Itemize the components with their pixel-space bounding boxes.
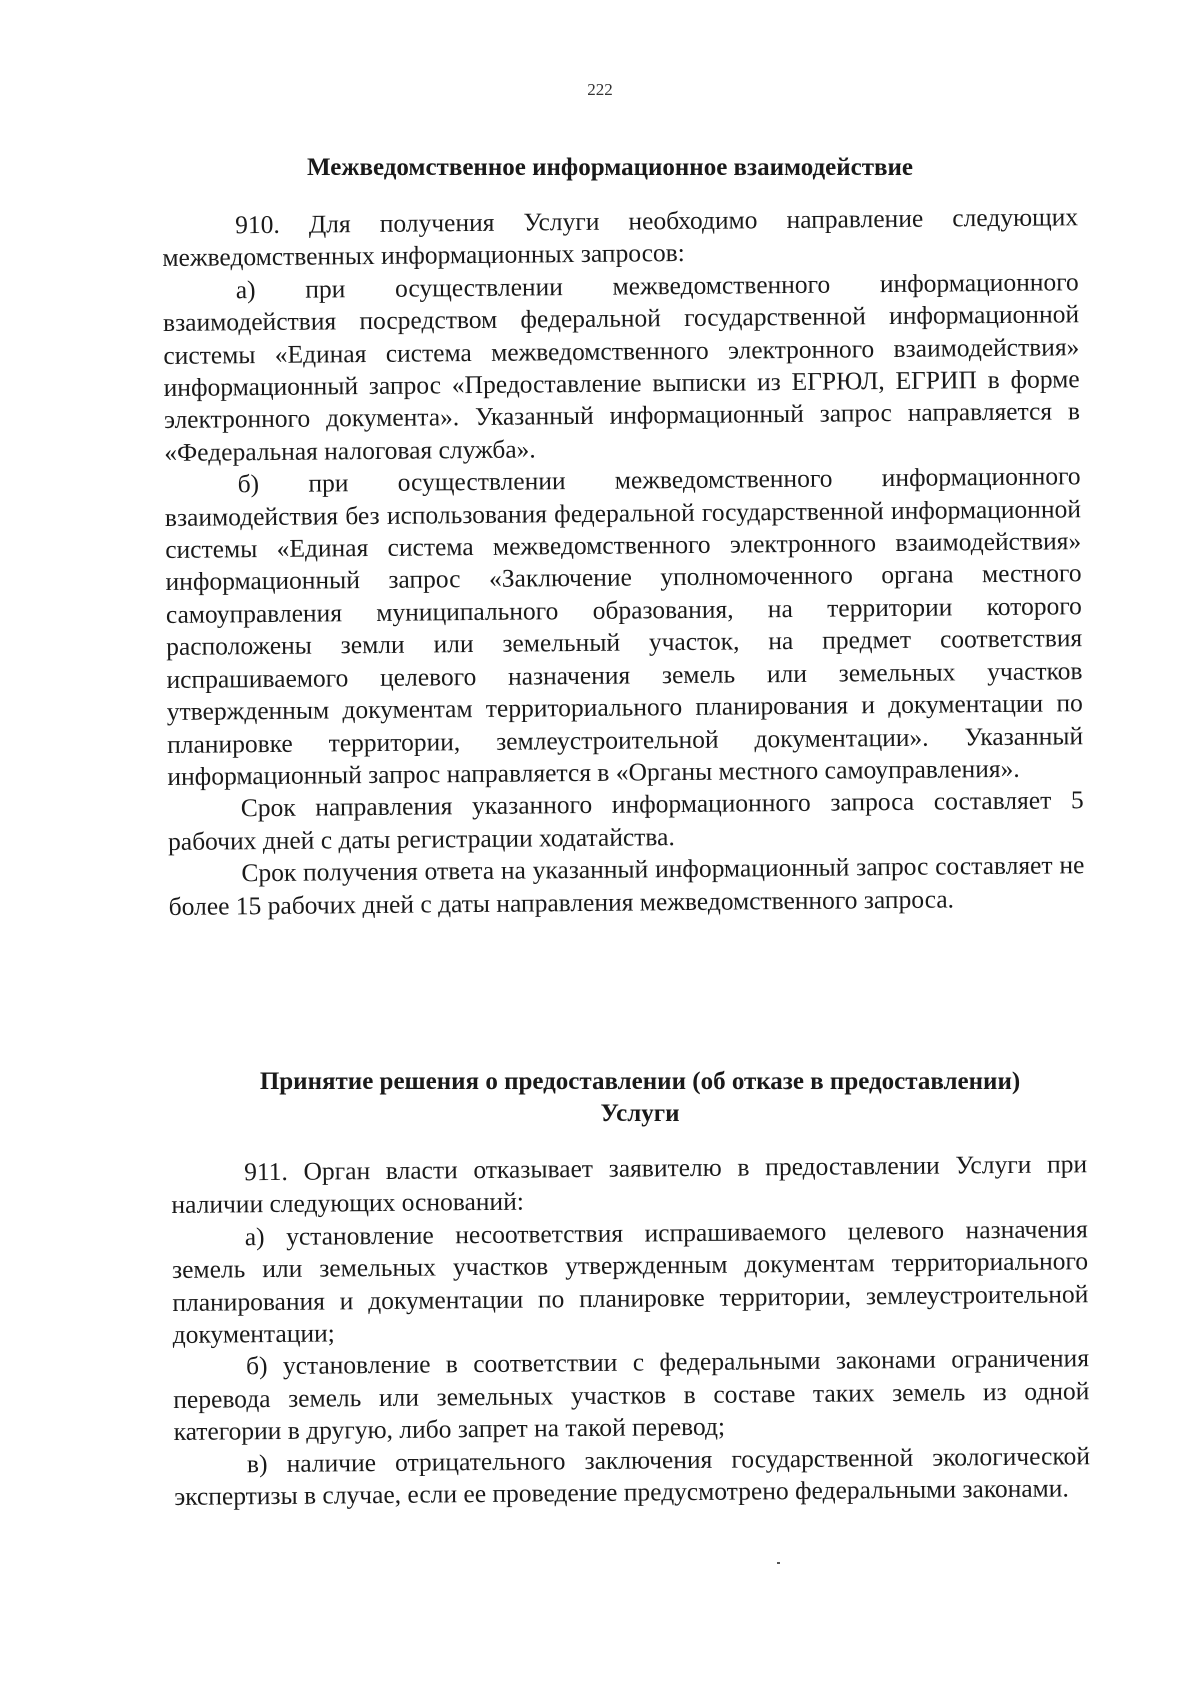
paragraph: а) при осуществлении межведомственного информационного взаимодействия посредством федеральной государственной информационной системы «Единая система межведомственного электронного взаимодействия» информационный запрос «Предоставление выписки из ЕГРЮЛ, ЕГРИП в форме электронного документа». Указанный информационный запрос направляется в «Федеральная налоговая служба». <box>162 267 1081 467</box>
paragraph: в) наличие отрицательного заключения государственной экологической экспертизы в случае, если ее проведение предусмотрено федеральными законами. <box>174 1440 1091 1512</box>
section-heading-decision <box>190 1066 1090 1130</box>
paragraph: а) установление несоответствия испрашиваемого целевого назначения земель или земельных участков утвержденным документам территориального планирования и документации по планировке территории, землеустроительной документации; <box>171 1214 1089 1350</box>
paragraph: 910. Для получения Услуги необходимо направление следующих межведомственных информационных запросов: <box>162 202 1079 273</box>
section-body-decision <box>171 1148 1090 1513</box>
page-number: 222 <box>587 80 613 99</box>
paragraph: б) при осуществлении межведомственного информационного взаимодействия без использования федеральной государственной информационной системы «Единая система межведомственного электронного взаимодействия» информационный запрос «Заключение уполномоченного органа местного самоуправления муниципального образования, на территории которого расположены земли или земельный участок, на предмет соответствия испрашиваемого целевого назначения земель или земельных участков утвержденным документам территориального планирования и документации по планировке территории, землеустроительной документации». Указанный информационный запрос направляется в «Органы местного самоуправления». <box>164 461 1084 791</box>
paragraph: б) установление в соответствии с федеральными законами ограничения перевода земель или земельных участков в составе таких земель из одной категории в другую, либо запрет на такой перевод; <box>173 1343 1090 1447</box>
heading-line: Принятие решения о предоставлении (об отказе в предоставлении) <box>259 1068 1021 1095</box>
heading-line: Услуги <box>600 1100 680 1127</box>
scan-speck <box>777 1562 780 1564</box>
section-heading-interagency: Межведомственное информационное взаимодействие <box>307 154 913 181</box>
paragraph: 911. Орган власти отказывает заявителю в предоставлении Услуги при наличии следующих оснований: <box>171 1149 1088 1220</box>
paragraph: Срок получения ответа на указанный информационный запрос составляет не более 15 рабочих дней с даты направления межведомственного запроса. <box>168 850 1085 921</box>
paragraph: Срок направления указанного информационного запроса составляет 5 рабочих дней с даты регистрации ходатайства. <box>167 785 1084 856</box>
section-body-interagency <box>162 201 1085 923</box>
